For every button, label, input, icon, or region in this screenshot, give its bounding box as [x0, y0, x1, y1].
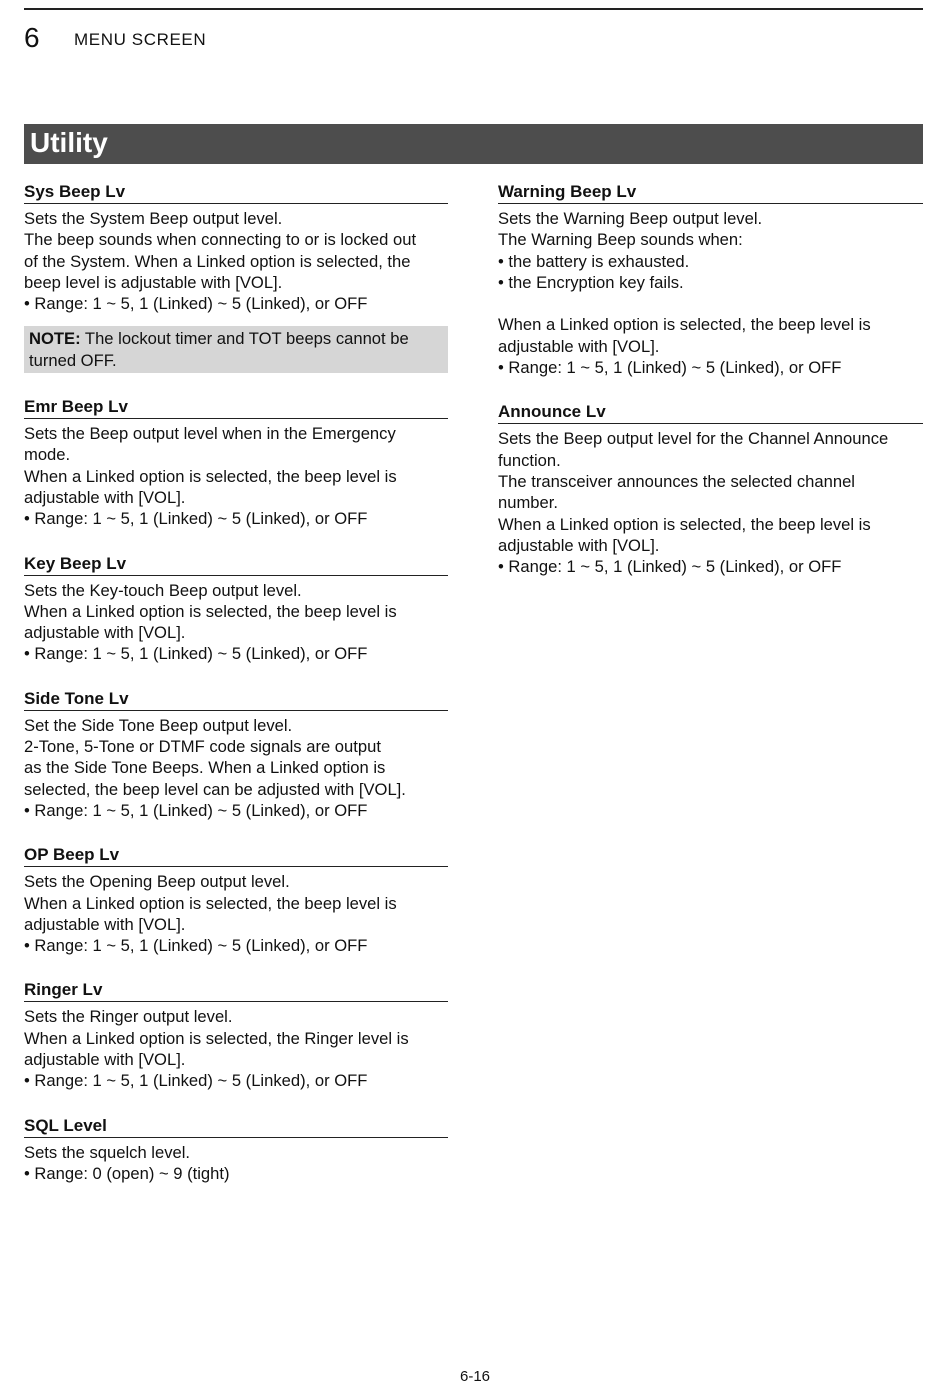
note-box: [24, 326, 448, 373]
bullet-line: • Range: 1 ~ 5, 1 (Linked) ~ 5 (Linked), or OFF: [498, 358, 842, 378]
description-line: The transceiver announces the selected channel: [498, 471, 855, 491]
menu-item-title: Announce Lv: [498, 402, 923, 424]
description-line: adjustable with [VOL].: [498, 535, 660, 555]
description-line: When a Linked option is selected, the Ringer level is: [24, 1028, 409, 1048]
description-line: When a Linked option is selected, the beep level is: [498, 514, 871, 534]
description-line: beep level is adjustable with [VOL].: [24, 272, 283, 292]
description-line: Sets the System Beep output level.: [24, 209, 283, 228]
description-line: Sets the Key-touch Beep output level.: [24, 580, 302, 600]
description-line: mode.: [24, 445, 71, 465]
section-title: Utility: [24, 124, 923, 164]
note-text: The lockout timer and TOT beeps cannot be: [80, 329, 409, 349]
menu-item-title: Key Beep Lv: [24, 554, 448, 576]
menu-item-sql-level: [24, 1116, 448, 1185]
bullet-line: • Range: 1 ~ 5, 1 (Linked) ~ 5 (Linked), or OFF: [24, 1071, 368, 1091]
menu-item-title: SQL Level: [24, 1116, 448, 1138]
description-line: number.: [498, 493, 558, 513]
page-number: 6-16: [459, 1368, 491, 1385]
menu-item-title: Side Tone Lv: [24, 689, 448, 711]
bullet-line: • the battery is exhausted.: [498, 251, 690, 271]
menu-item-op-beep-lv: [24, 845, 448, 956]
menu-item-title: OP Beep Lv: [24, 845, 448, 867]
description-line: adjustable with [VOL].: [24, 914, 186, 934]
description-line: selected, the beep level can be adjusted with [VOL].: [24, 779, 406, 799]
bullet-line: • Range: 1 ~ 5, 1 (Linked) ~ 5 (Linked), or OFF: [24, 800, 368, 820]
note-label: NOTE:: [29, 329, 81, 349]
bullet-line: • the Encryption key fails.: [498, 272, 684, 292]
description-line: Sets the squelch level.: [24, 1142, 191, 1162]
chapter-number: 6: [24, 22, 40, 53]
bullet-line: • Range: 1 ~ 5, 1 (Linked) ~ 5 (Linked), or OFF: [24, 509, 368, 529]
description-line: Sets the Beep output level when in the Emergency: [24, 424, 396, 444]
menu-item-warning-beep-lv: [498, 182, 923, 378]
description-line: adjustable with [VOL].: [24, 487, 186, 507]
menu-item-announce-lv: [498, 402, 923, 577]
description-line: Sets the Ringer output level.: [24, 1007, 233, 1027]
description-line: of the System. When a Linked option is selected, the: [24, 251, 411, 271]
note-text-continued: turned OFF.: [29, 350, 117, 370]
description-line: The beep sounds when connecting to or is locked out: [24, 230, 417, 250]
menu-item-sys-beep-lv: [24, 182, 448, 373]
description-line: When a Linked option is selected, the beep level is: [24, 893, 397, 913]
chapter-title: MENU SCREEN: [74, 30, 207, 49]
description-line: Sets the Warning Beep output level.: [498, 209, 763, 228]
bullet-line: • Range: 1 ~ 5, 1 (Linked) ~ 5 (Linked), or OFF: [24, 936, 368, 956]
menu-item-side-tone-lv: [24, 689, 448, 821]
left-column: [24, 182, 448, 1184]
menu-item-ringer-lv: [24, 980, 448, 1091]
description-line: The Warning Beep sounds when:: [498, 230, 743, 250]
description-line: [498, 293, 923, 314]
description-line: Sets the Beep output level for the Channel Announce: [498, 429, 889, 449]
description-line: Set the Side Tone Beep output level.: [24, 715, 293, 735]
menu-item-title: Ringer Lv: [24, 980, 448, 1002]
menu-item-emr-beep-lv: [24, 397, 448, 529]
description-line: function.: [498, 450, 561, 470]
description-line: adjustable with [VOL].: [24, 1050, 186, 1070]
bullet-line: • Range: 1 ~ 5, 1 (Linked) ~ 5 (Linked), or OFF: [24, 644, 368, 664]
menu-item-title: Sys Beep Lv: [24, 182, 448, 204]
right-column: [498, 182, 923, 577]
description-line: When a Linked option is selected, the beep level is: [24, 601, 397, 621]
description-line: When a Linked option is selected, the beep level is: [24, 466, 397, 486]
bullet-line: • Range: 0 (open) ~ 9 (tight): [24, 1163, 230, 1183]
menu-item-key-beep-lv: [24, 554, 448, 665]
description-line: as the Side Tone Beeps. When a Linked option is: [24, 758, 386, 778]
header-rule: [24, 8, 923, 10]
description-line: adjustable with [VOL].: [24, 623, 186, 643]
description-line: When a Linked option is selected, the beep level is: [498, 315, 871, 335]
bullet-line: • Range: 1 ~ 5, 1 (Linked) ~ 5 (Linked), or OFF: [498, 557, 842, 577]
bullet-line: • Range: 1 ~ 5, 1 (Linked) ~ 5 (Linked), or OFF: [24, 294, 368, 314]
description-line: adjustable with [VOL].: [498, 336, 660, 356]
menu-item-title: Warning Beep Lv: [498, 182, 923, 204]
menu-item-title: Emr Beep Lv: [24, 397, 448, 419]
description-line: 2-Tone, 5-Tone or DTMF code signals are output: [24, 737, 381, 757]
description-line: Sets the Opening Beep output level.: [24, 872, 290, 892]
